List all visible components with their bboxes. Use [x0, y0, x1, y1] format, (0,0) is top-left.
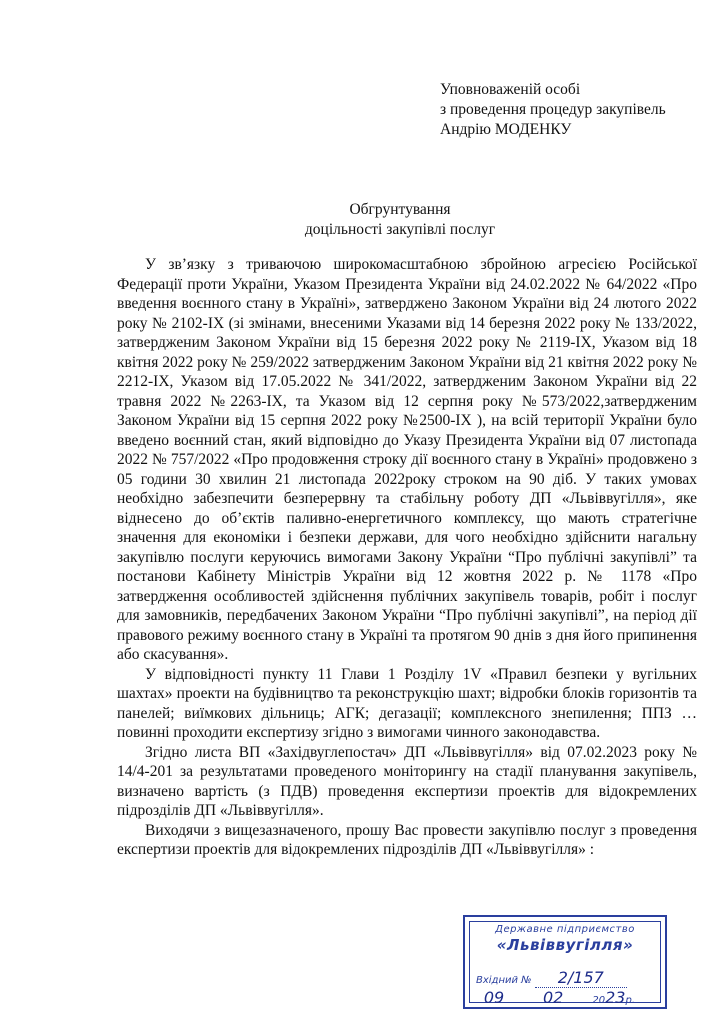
paragraph-4: Виходячи з вищезазначеного, прошу Вас провести закупівлю послуг з проведення експертизи проектів для відокремлених підрозділів ДП «Львіввугілля» : — [117, 821, 697, 858]
addressee-line-1: Уповноваженій особі — [440, 81, 581, 98]
stamp-date-month: 02 — [525, 988, 581, 1008]
stamp-header: Державне підприємство — [495, 924, 635, 935]
registration-stamp — [463, 915, 667, 1009]
stamp-date-row — [476, 988, 656, 1008]
stamp-incoming-number: 2/157 — [535, 968, 627, 988]
paragraph-1: У зв’язку з триваючою широкомасштабною збройною агресією Російської Федерації проти України, Указом Президента України від 24.02.2022 № 64/2022 «Про введення воєнного стану в Україні», затверджено Законом України від 24 лютого 2022 року № 2102-IX (зі змінами, внесеними Указами від 14 березня 2022 року № 133/2022, затвердженим Законом України від 15 березня 2022 року № 2119-IX, Указом від 18 квітня 2022 року № 259/2022 затвердженим Законом України від 21 квітня 2022 року № 2212-IX, Указом від 17.05.2022 № 341/2022, затвердженим Законом України від 22 травня 2022 №2263-IX, та Указом від 12 серпня року №573/2022,затвердженим Законом України від 15 серпня 2022 року №2500-IX ), на всій території України було введено воєнний стан, який відповідно до Указу Президента України від 07 листопада 2022 № 757/2022 «Про продовження строку дії воєнного стану в Україні» продовжено з 05 години 30 хвилин 21 листопада 2022року строком на 90 діб. У таких умовах необхідно забезпечити безперервну та стабільну роботу ДП «Львіввугілля», яке віднесено до об’єктів паливно-енергетичного комплексу, що мають стратегічне значення для економіки і безпеки держави, для чого необхідно здійснити нагальну закупівлю послуги керуючись вимогами Закону України “Про публічні закупівлі” та постанови Кабінету Міністрів України від 12 жовтня 2022 р. № 1178 «Про затвердження особливостей здійснення публічних закупівель товарів, робіт і послуг для замовників, передбачених Законом України “Про публічні закупівлі”, на період дії правового режиму воєнного стану в Україні та протягом 90 днів з дня його припинення або скасування». — [117, 256, 697, 663]
stamp-incoming-label: Вхідний № — [476, 975, 532, 986]
addressee-block — [440, 80, 666, 140]
document-body — [117, 255, 697, 860]
stamp-organization: «Львіввугілля» — [496, 936, 634, 954]
stamp-incoming-row — [476, 968, 627, 988]
stamp-year-end: р. — [625, 995, 635, 1006]
stamp-year-suffix: 23 — [605, 988, 626, 1007]
addressee-line-3: Андрію МОДЕНКУ — [440, 121, 572, 138]
title-line-2: доцільності закупівлі послуг — [304, 221, 496, 238]
stamp-date-day: 09 — [476, 988, 512, 1008]
stamp-frame — [469, 921, 661, 1007]
paragraph-2: У відповідності пункту 11 Глави 1 Розділу 1V «Правил безпеки у вугільних шахтах» проекти на будівництво та реконструкцію шахт; відробки блоків горизонтів та панелей; виїмкових дільниць; АГК; дегазації; комплексного знепилення; ППЗ …повинні проходити експертизу згідно з вимогами чинного законодавства. — [117, 665, 697, 741]
title-line-1: Обгрунтування — [349, 201, 451, 218]
document-title — [0, 200, 725, 240]
stamp-year-prefix: 20 — [592, 995, 606, 1006]
paragraph-3: Згідно листа ВП «Західвуглепостач» ДП «Львіввугілля» від 07.02.2023 року № 14/4-201 за результатами проведеного моніторингу на стадії планування закупівель, визначено вартість (з ПДВ) проведення експертизи проектів для відокремлених підрозділів ДП «Львіввугілля». — [117, 743, 697, 819]
addressee-line-2: з проведення процедур закупівель — [440, 101, 666, 118]
